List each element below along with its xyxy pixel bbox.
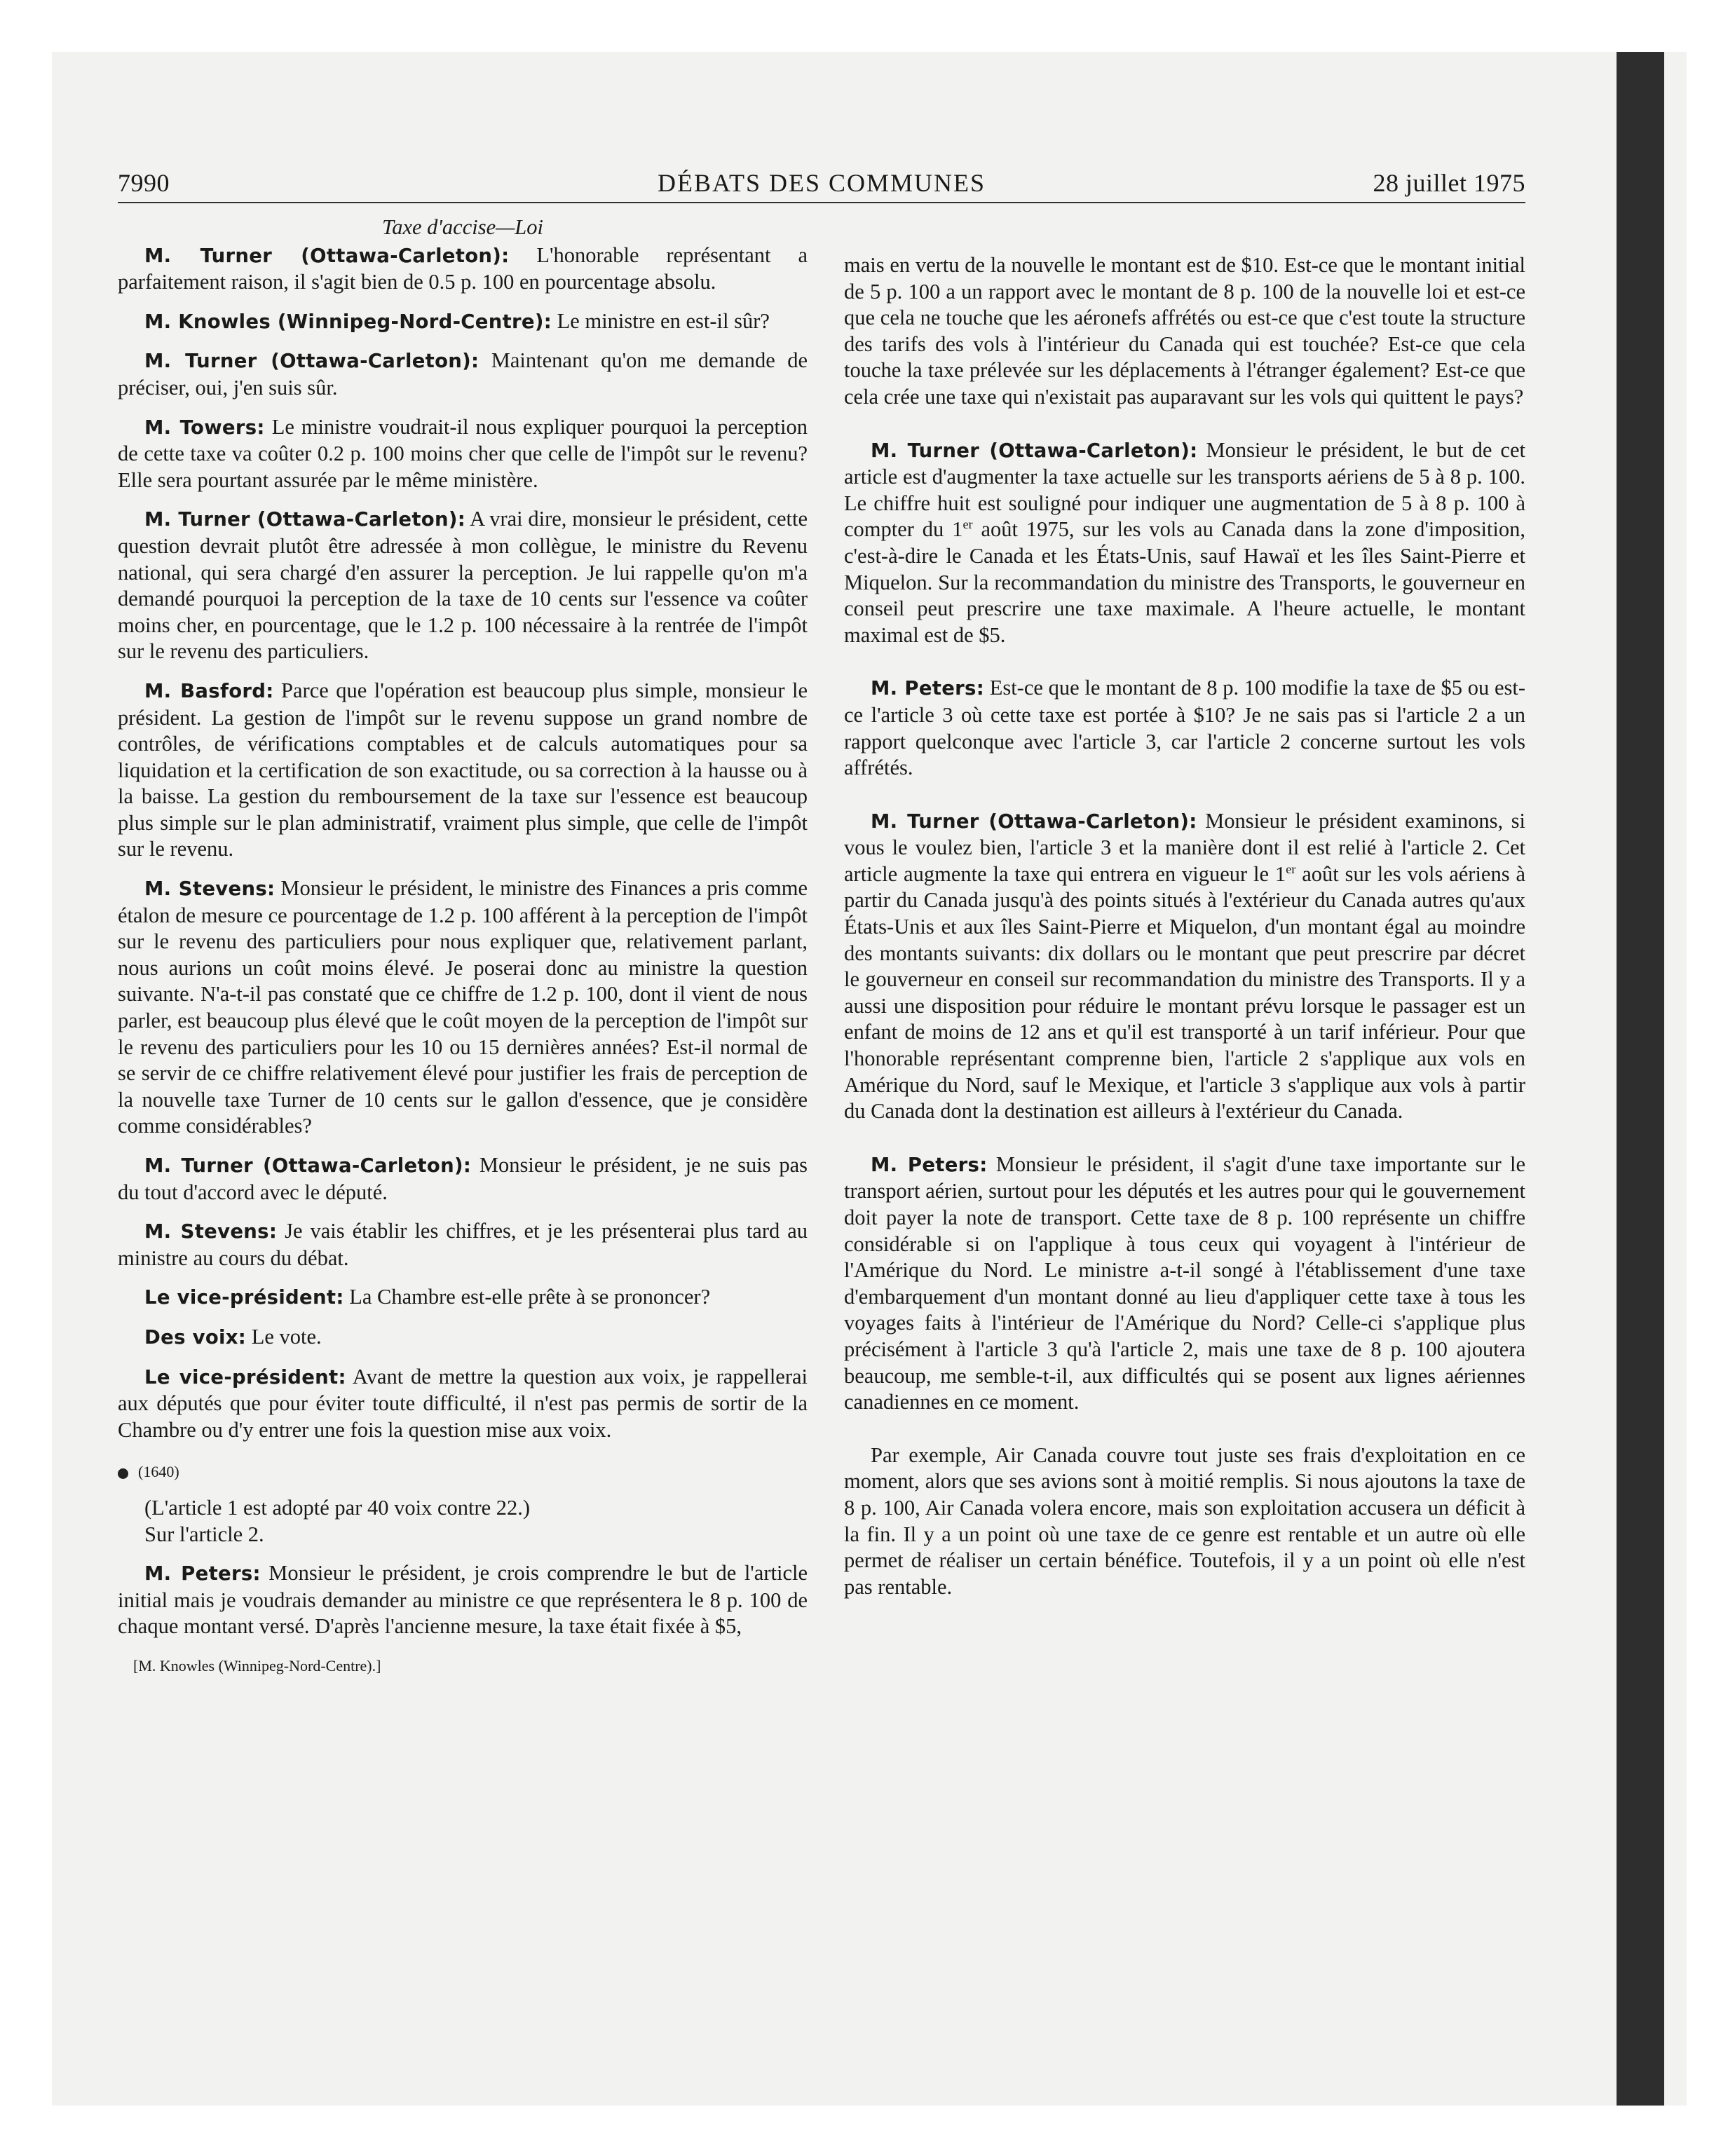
speech-text: La Chambre est-elle prête à se prononcer? <box>343 1285 711 1309</box>
article-heading: Sur l'article 2. <box>144 1522 264 1546</box>
speaker-name: M. Stevens: <box>144 878 275 901</box>
header-rule <box>118 202 1525 203</box>
speech-paragraph <box>118 414 808 494</box>
superscript: er <box>1286 861 1296 876</box>
speech-paragraph <box>118 1152 808 1206</box>
speech-text: Le vote. <box>246 1324 322 1349</box>
speaker-name: M. Knowles (Winnipeg-Nord-Centre): <box>144 310 552 333</box>
speech-paragraph <box>118 1218 808 1271</box>
speaker-name: M. Towers: <box>144 416 265 439</box>
speaker-name: M. Turner (Ottawa-Carleton): <box>871 810 1197 833</box>
speaker-name: M. Turner (Ottawa-Carleton): <box>144 508 466 531</box>
speaker-name: M. Peters: <box>144 1562 261 1585</box>
speech-paragraph <box>118 308 808 336</box>
speaker-name: M. Turner (Ottawa-Carleton): <box>871 439 1198 462</box>
left-column <box>118 214 808 1679</box>
bullet-dot-icon <box>118 1468 128 1479</box>
time-marker-text: (1640) <box>138 1463 179 1481</box>
speech-text: Monsieur le président, le but de cet article est d'augmenter la taxe actuelle sur les transports aériens de 5 à 8 p. 100. Le chiffre huit est souligné pour indiquer une augmentation de 5 à 8 p. 100 à compter du 1 <box>844 437 1525 542</box>
speech-text: Je vais établir les chiffres, et je les présenterai plus tard au ministre au cours du débat. <box>118 1219 808 1270</box>
speech-text: Maintenant qu'on me demande de préciser, oui, j'en suis sûr. <box>118 348 808 400</box>
superscript: er <box>962 517 973 532</box>
speech-paragraph <box>118 1284 808 1311</box>
speech-paragraph <box>118 506 808 665</box>
running-head: Taxe d'accise—Loi <box>382 215 543 239</box>
speech-paragraph <box>844 252 1525 411</box>
vote-result: (L'article 1 est adopté par 40 voix contre 22.) <box>144 1495 531 1520</box>
speech-text: Monsieur le président, il s'agit d'une taxe importante sur le transport aérien, surtout pour les députés et les autres pour qui le gouvernement doit payer la note de transport. Cette taxe de 8 p. 100 représente un chiffre considérable si on l'applique à tous ceux qui voyagent à l'intérieur de l'Amérique du Nord. Le ministre a-t-il songé à l'établissement d'une taxe d'embarquement d'un montant donné au lieu d'appliquer cette taxe à tous les voyages faits à l'intérieur de l'Amérique du Nord? Celle-ci s'applique plus précisément à l'article 3 qu'à l'article 2, mais une taxe de 8 p. 100 ajoutera beaucoup, me semble-t-il, aux difficultés qui se posent aux lignes aériennes canadiennes en ce moment. <box>844 1152 1526 1414</box>
speech-text: août sur les vols aériens à partir du Canada jusqu'à des points situés à l'extérieur du Canada autres qu'aux États-Unis et aux îles Saint-Pierre et Miquelon, d'un montant égal au moindre des montants suivants: dix dollars ou le montant que peut prescrire par décret le gouverneur en conseil sur recommandation du ministre des Transports. Il y a aussi une disposition pour réduire le montant prévu lorsque le passager est un enfant de moins de 12 ans et qu'il est transporté à un tarif inférieur. Pour que l'honorable représentant comprenne bien, l'article 2 s'applique aux vols en Amérique du Nord, sauf le Mexique, et l'article 3 s'applique aux vols à partir du Canada dont la destination est ailleurs à l'extérieur du Canada. <box>844 861 1525 1124</box>
speech-text: Monsieur le président, je crois comprendre le but de l'article initial mais je voudrais demander au ministre ce que représentera le 8 p. 100 de chaque montant versé. D'après l'ancienne mesure, la taxe était fixée à $5, <box>118 1561 808 1639</box>
speaker-name: Le vice-président: <box>144 1365 346 1389</box>
publication-title: DÉBATS DES COMMUNES <box>657 169 986 197</box>
speech-text: Monsieur le président, le ministre des Finances a pris comme étalon de mesure ce pourcentage de 1.2 p. 100 afférent à la perception de l'impôt sur le revenu des particuliers pour nous expliquer que, relativement parlant, nous aurions un coût moins élevé. Je poserai donc au ministre la question suivante. N'a-t-il pas constaté que ce chiffre de 1.2 p. 100, dont il vient de nous parler, est beaucoup plus élevé que le coût moyen de la perception de l'impôt sur le revenu des particuliers pour les 10 ou 15 dernières années? Est-il normal de se servir de ce chiffre relativement élevé pour justifier les frais de perception de la nouvelle taxe Turner de 10 cents sur le gallon d'essence, que je considère comme considérables? <box>118 876 808 1138</box>
speech-paragraph <box>118 348 808 401</box>
right-column <box>844 252 1525 1613</box>
speaker-name: M. Basford: <box>144 679 274 702</box>
speech-text: Parce que l'opération est beaucoup plus simple, monsieur le président. La gestion de l'impôt sur le revenu suppose un grand nombre de contrôles, de vérifications comptables et de calculs automatiques pour sa liquidation et la certification de son exactitude, ou sa correction à la hausse ou à la baisse. La gestion du remboursement de la taxe sur l'essence est beaucoup plus simple sur le plan administratif, vraiment plus simple, que celle de l'impôt sur le revenu. <box>118 678 808 861</box>
speech-paragraph <box>844 808 1525 1125</box>
page-date: 28 juillet 1975 <box>1373 169 1525 197</box>
speech-paragraph <box>844 675 1525 781</box>
speaker-name: M. Turner (Ottawa-Carleton): <box>144 1154 472 1177</box>
speech-text: Le ministre en est-il sûr? <box>552 308 770 333</box>
speaker-name: M. Stevens: <box>144 1220 278 1243</box>
speaker-name: M. Peters: <box>871 677 984 700</box>
scan-edge-bar <box>1617 52 1664 2106</box>
speech-text: mais en vertu de la nouvelle le montant est de $10. Est-ce que le montant initial de 5 p. 100 a un rapport avec le montant de 8 p. 100 de la nouvelle loi et est-ce que cela ne touche que les aéronefs affrétés ou est-ce que c'est toute la structure des tarifs des vols à l'intérieur du Canada qui est touchée? Est-ce que cela touche la taxe prélevée sur les déplacements à l'étranger également? Est-ce que cela crée une taxe qui n'existait pas auparavant sur les vols qui quittent le pays? <box>844 253 1525 409</box>
speech-text: Est-ce que le montant de 8 p. 100 modifie la taxe de $5 ou est-ce l'article 3 où cette taxe est portée à $10? Je ne sais pas si l'article 2 a un rapport quelconque avec l'article 3, car l'article 2 concerne surtout les vols affrétés. <box>844 676 1525 780</box>
speech-text: L'honorable représentant a parfaitement raison, il s'agit bien de 0.5 p. 100 en pourcentage absolu. <box>118 243 808 294</box>
speech-text: Par exemple, Air Canada couvre tout juste ses frais d'exploitation en ce moment, alors que ses avions sont à moitié remplis. Si nous ajoutons la taxe de 8 p. 100, Air Canada volera encore, mais son exploitation accusera un déficit à la fin. Il y a un point où une taxe de ce genre est rentable et un autre où elle permet de réaliser un certain bénéfice. Toutefois, il y a un point où elle n'est pas rentable. <box>844 1442 1525 1599</box>
speaker-name: Des voix: <box>144 1325 247 1349</box>
speech-text: Le ministre voudrait-il nous expliquer pourquoi la perception de cette taxe va coûter 0.2 p. 100 moins cher que celle de l'impôt sur le revenu? Elle sera pourtant assurée par le même ministère. <box>118 414 808 492</box>
speech-paragraph <box>118 678 808 863</box>
speech-paragraph <box>118 1560 808 1640</box>
speaker-name: M. Turner (Ottawa-Carleton): <box>144 350 479 373</box>
speech-paragraph <box>118 1324 808 1351</box>
speech-text: août 1975, sur les vols au Canada dans la zone d'imposition, c'est-à-dire le Canada et les États-Unis, sauf Hawaï et les îles Saint-Pierre et Miquelon. Sur la recommandation du ministre des Transports, le gouverneur en conseil peut prescrire une taxe maximale. A l'heure actuelle, le montant maximal est de $5. <box>844 517 1525 647</box>
speech-paragraph <box>118 875 808 1140</box>
speech-paragraph <box>844 1442 1525 1601</box>
speaker-name: M. Turner (Ottawa-Carleton): <box>144 244 510 267</box>
speech-paragraph <box>844 437 1525 649</box>
speech-text: Avant de mettre la question aux voix, je rappellerai aux députés que pour éviter toute difficulté, il n'est pas permis de sortir de la Chambre ou d'y entrer une fois la question mise aux voix. <box>118 1364 808 1442</box>
footer-note: [M. Knowles (Winnipeg-Nord-Centre).] <box>133 1656 381 1674</box>
speech-text: A vrai dire, monsieur le président, cette question devrait plutôt être adressée à mon collègue, le ministre du Revenu national, qui sera chargé d'en assurer la perception. Je lui rappelle qu'on m'a demandé pourquoi la perception de la taxe de 10 cents sur l'essence va coûter moins cher, en pourcentage, que le 1.2 p. 100 nécessaire à la rentrée de l'impôt sur le revenu des particuliers. <box>118 507 808 664</box>
speech-paragraph <box>844 1152 1525 1416</box>
speech-paragraph <box>118 1364 808 1444</box>
page-number: 7990 <box>118 169 170 197</box>
speech-text: Monsieur le président, je ne suis pas du tout d'accord avec le député. <box>118 1153 808 1204</box>
page-header <box>118 163 1525 202</box>
speaker-name: Le vice-président: <box>144 1286 344 1309</box>
speech-paragraph <box>118 243 808 296</box>
time-marker <box>118 1459 808 1485</box>
speaker-name: M. Peters: <box>871 1153 988 1176</box>
speech-text: Monsieur le président examinons, si vous le voulez bien, l'article 3 et la manière dont il est relié à l'article 2. Cet article augmente la taxe qui entrera en vigueur le 1 <box>844 808 1526 886</box>
